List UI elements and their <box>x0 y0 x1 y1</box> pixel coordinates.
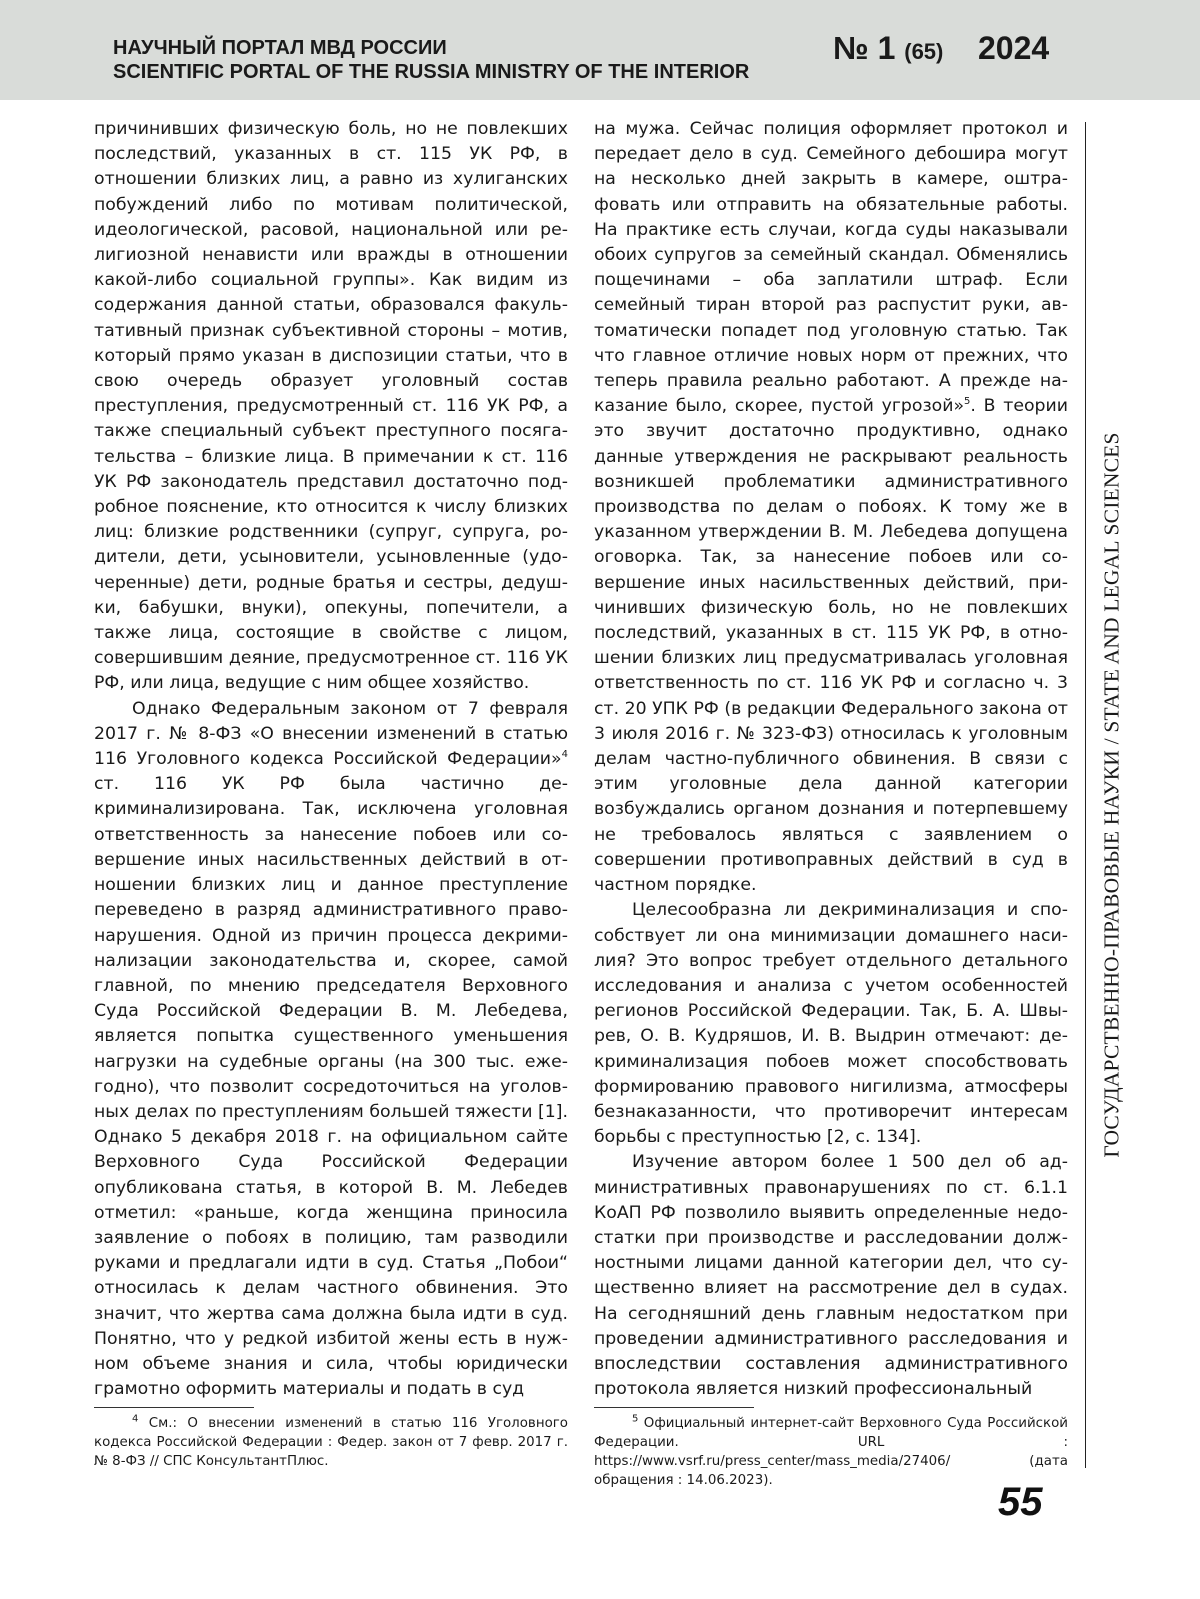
right-paragraph-1-start: на мужа. Сейчас полиция оформляет протокол и передает дело в суд. Семейного дебошира могут на несколько дней закрыть в камере, оштрафовать или отправить на обязательные работы. На практике есть случаи, когда суды наказывали обоих супругов за семейный скандал. Обменялись пощечинами – оба заплатили штраф. Если семейный тиран второй раз распустит руки, автоматически попадет под уголовную статью. Так что главное отличие новых норм от прежних, что теперь правила реально работают. А прежде наказание было, скорее, пустой угрозой» <box>594 119 1068 417</box>
journal-title-en: SCIENTIFIC PORTAL OF THE RUSSIA MINISTRY OF THE INTERIOR <box>113 61 750 83</box>
footnote-5-text: Официальный интернет-сайт Верховного Суда Российской Федерации. URL : https://www.vsrf.ru/press_center/mass_media/27406/ (дата обращения : 14.06.2023). <box>594 1416 1068 1488</box>
right-paragraph-2: Целесообразна ли декриминализация и способствует ли она минимизации домашнего насилия? Это вопрос требует отдельного детального исследования и анализа с учетом особенностей регионов Российской Федерации. Так, Б. А. Швырев, О. В. Кудряшов, И. В. Выдрин отмечают: декриминализация побоев может способствовать формированию правового нигилизма, атмосферы безнаказанности, что противоречит интересам борьбы с преступностью [2, с. 134]. <box>594 900 1068 1148</box>
footnote-5-mark: 5 <box>632 1413 639 1425</box>
footnote-4-mark: 4 <box>132 1413 139 1425</box>
journal-title-ru: НАУЧНЫЙ ПОРТАЛ МВД РОССИИ <box>113 37 447 59</box>
issue-year: 2024 <box>978 30 1050 66</box>
left-paragraph-1: причинивших физическую боль, но не повлекших последствий, указанных в ст. 115 УК РФ, в отношении близких лиц, а равно из хулиганских побуждений либо по мотивам политической, идеологической, расовой, национальной или религиозной ненависти или вражды в отношении какой-либо социальной группы». Как видим из содержания данной статьи, образовался факультативный признак субъективной стороны – мотив, который прямо указан в диспозиции статьи, что в свою очередь образует уголовный состав преступления, предусмотренный ст. 116 УК РФ, а также специальный субъект преступного посягательства – близкие лица. В примечании к ст. 116 УК РФ законодатель представил достаточно подробное пояснение, кто относится к числу близких лиц: близкие родственники (супруг, супруга, родители, дети, усыновители, усыновленные (удочеренные) дети, родные братья и сестры, дедушки, бабушки, внуки), опекуны, попечители, а также лица, состоящие в свойстве с лицом, совершившим деяние, предусмотренное ст. 116 УК РФ, или лица, ведущие с ним общее хозяйство. <box>94 119 568 694</box>
left-column <box>94 117 568 1407</box>
footnote-4 <box>94 1414 568 1471</box>
footnote-divider-left <box>94 1407 254 1408</box>
footnote-4-text: См.: О внесении изменений в статью 116 Уголовного кодекса Российской Федерации : Федер. закон от 7 февр. 2017 г. № 8-ФЗ // СПС КонсультантПлюс. <box>94 1416 568 1469</box>
left-paragraph-2-rest: ст. 116 УК РФ была частично декриминализирована. Так, исключена уголовная ответственность за нанесение побоев или совершение иных насильственных действий в отношении близких лиц и данное преступление переведено в разряд административного правонарушения. Одной из причин процесса декриминализации законодательства и, скорее, самой главной, по мнению председателя Верховного Суда Российской Федерации В. М. Лебедева, является попытка существенного уменьшения нагрузки на судебные органы (на 300 тыс. ежегодно), что позволит сосредоточиться на уголовных делах по преступлениям большей тяжести [1]. Однако 5 декабря 2018 г. на официальном сайте Верховного Суда Российской Федерации опубликована статья, в которой В. М. Лебедев отметил: «раньше, когда женщина приносила заявление о побоях в полицию, там разводили руками и предлагали идти в суд. Статья „Побои“ относилась к делам частного обвинения. Это значит, что жертва сама должна была идти в суд. Понятно, что у редкой избитой жены есть в нужном объеме знания и сила, чтобы юридически грамотно оформить материалы и подать в суд <box>94 774 568 1400</box>
right-paragraph-1 <box>594 117 1068 898</box>
journal-header <box>0 0 1200 100</box>
sidebar-divider <box>1085 122 1086 1468</box>
page-number: 55 <box>998 1480 1043 1524</box>
left-paragraph-2 <box>94 697 568 1403</box>
right-paragraph-1-rest: . В теории это звучит достаточно продуктивно, однако данные утверждения не раскрывают реальность возникшей проблематики административного производства по делам о побоях. К тому же в указанном утверждении В. М. Лебедева допущена оговорка. Так, за нанесение побоев или совершение иных насильственных действий, причинивших физическую боль, но не повлекших последствий, указанных в ст. 115 УК РФ, в отношении близких лиц предусматривалась уголовная ответственность по ст. 116 УК РФ и согласно ч. 3 ст. 20 УПК РФ (в редакции Федерального закона от 3 июля 2016 г. № 323-ФЗ) относилась к уголовным делам частно-публичного обвинения. В связи с этим уголовные дела данной категории возбуждались органом дознания и потерпевшему не требовалось являться с заявлением о совершении противоправных действий в суд в частном порядке. <box>594 396 1068 896</box>
footnote-divider-right <box>594 1407 754 1408</box>
sidebar-running-title-text: ГОСУДАРСТВЕННО-ПРАВОВЫЕ НАУКИ / STATE AND LEGAL SCIENCES <box>1099 432 1124 1158</box>
right-column <box>594 117 1068 1407</box>
footnote-5 <box>594 1414 1068 1490</box>
right-paragraph-3: Изучение автором более 1 500 дел об административных правонарушениях по ст. 6.1.1 КоАП РФ позволило выявить определенные недостатки при производстве и расследовании должностными лицами данной категории дел, что существенно влияет на рассмотрение дел в судах. На сегодняшний день главным недостатком при проведении административного расследования и впоследствии составления административного протокола является низкий профессиональный <box>594 1152 1068 1400</box>
left-paragraph-2-start: Однако Федеральным законом от 7 февраля 2017 г. № 8-ФЗ «О внесении изменений в статью 116 Уголовного кодекса Российской Федерации» <box>94 698 568 770</box>
journal-title <box>113 36 749 84</box>
issue-number <box>833 30 943 67</box>
issue-sub: (65) <box>904 39 944 64</box>
issue-main: № 1 <box>833 30 896 66</box>
footnote-ref-5[interactable]: 5 <box>964 396 971 408</box>
footnote-ref-4[interactable]: 4 <box>561 749 568 761</box>
